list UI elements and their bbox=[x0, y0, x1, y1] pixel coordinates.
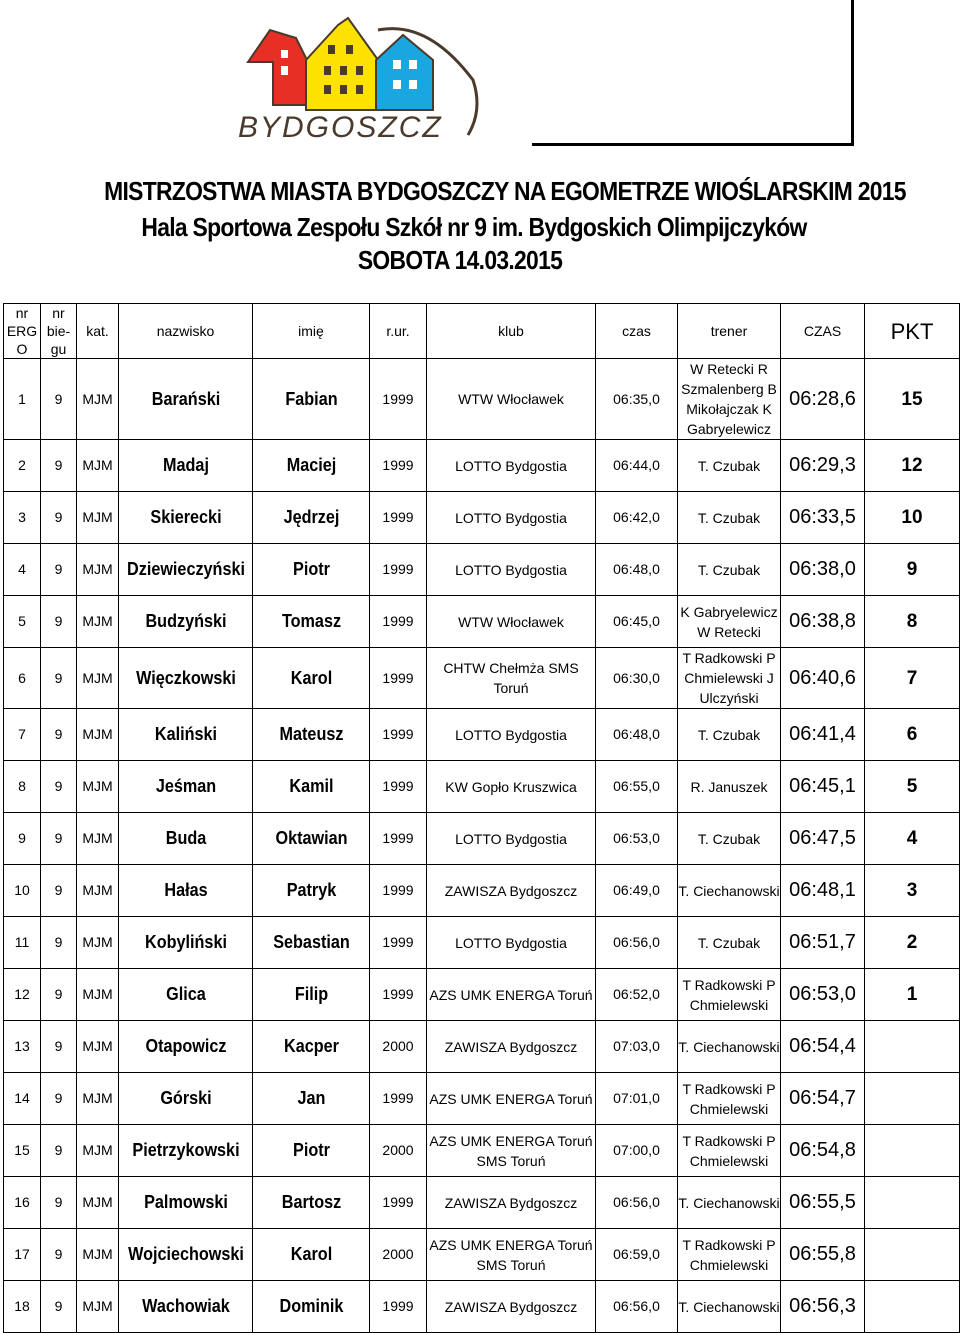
cell-result: 06:47,5 bbox=[781, 813, 865, 865]
cell-nr-ergo: 15 bbox=[4, 1125, 41, 1177]
cell-nr-ergo: 10 bbox=[4, 865, 41, 917]
cell-club: LOTTO Bydgostia bbox=[427, 813, 596, 865]
cell-surname: Wachowiak bbox=[125, 1281, 246, 1333]
table-row bbox=[4, 1177, 960, 1229]
cell-result: 06:29,3 bbox=[781, 440, 865, 492]
table-row bbox=[4, 1073, 960, 1125]
cell-coach: T Radkowski P Chmielewski J Ulczyński bbox=[678, 648, 781, 709]
cell-nr-biegu: 9 bbox=[41, 359, 77, 440]
table-row bbox=[4, 917, 960, 969]
cell-year: 1999 bbox=[370, 492, 427, 544]
table-row bbox=[4, 709, 960, 761]
cell-result: 06:55,5 bbox=[781, 1177, 865, 1229]
cell-time: 06:48,0 bbox=[596, 544, 678, 596]
cell-kat: MJM bbox=[77, 359, 119, 440]
cell-club: AZS UMK ENERGA Toruń SMS Toruń bbox=[427, 1229, 596, 1281]
cell-time: 07:03,0 bbox=[596, 1021, 678, 1073]
cell-surname: Hałas bbox=[125, 865, 246, 917]
cell-surname: Górski bbox=[125, 1073, 246, 1125]
cell-time: 06:52,0 bbox=[596, 969, 678, 1021]
cell-coach: T Radkowski P Chmielewski bbox=[678, 1125, 781, 1177]
cell-time: 06:56,0 bbox=[596, 1177, 678, 1229]
cell-nr-biegu: 9 bbox=[41, 1281, 77, 1333]
cell-pkt: 10 bbox=[865, 492, 960, 544]
cell-coach: T. Ciechanowski bbox=[678, 865, 781, 917]
cell-name: Dominik bbox=[258, 1281, 363, 1333]
cell-club: AZS UMK ENERGA Toruń SMS Toruń bbox=[427, 1125, 596, 1177]
cell-result: 06:56,3 bbox=[781, 1281, 865, 1333]
cell-name: Jan bbox=[258, 1073, 363, 1125]
cell-year: 1999 bbox=[370, 761, 427, 813]
cell-result: 06:38,0 bbox=[781, 544, 865, 596]
cell-nr-biegu: 9 bbox=[41, 596, 77, 648]
cell-club: WTW Włocławek bbox=[427, 596, 596, 648]
cell-year: 1999 bbox=[370, 813, 427, 865]
cell-nr-ergo: 1 bbox=[4, 359, 41, 440]
cell-pkt bbox=[865, 1125, 960, 1177]
cell-surname: Budzyński bbox=[125, 596, 246, 648]
cell-pkt: 8 bbox=[865, 596, 960, 648]
cell-nr-biegu: 9 bbox=[41, 1177, 77, 1229]
cell-result: 06:54,4 bbox=[781, 1021, 865, 1073]
cell-pkt: 4 bbox=[865, 813, 960, 865]
cell-pkt: 12 bbox=[865, 440, 960, 492]
cell-kat: MJM bbox=[77, 813, 119, 865]
cell-club: AZS UMK ENERGA Toruń bbox=[427, 1073, 596, 1125]
cell-nr-ergo: 13 bbox=[4, 1021, 41, 1073]
cell-coach: K Gabryelewicz W Retecki bbox=[678, 596, 781, 648]
cell-result: 06:45,1 bbox=[781, 761, 865, 813]
cell-year: 1999 bbox=[370, 1177, 427, 1229]
cell-kat: MJM bbox=[77, 544, 119, 596]
cell-result: 06:41,4 bbox=[781, 709, 865, 761]
table-row bbox=[4, 1021, 960, 1073]
cell-kat: MJM bbox=[77, 865, 119, 917]
cell-kat: MJM bbox=[77, 761, 119, 813]
cell-name: Jędrzej bbox=[258, 492, 363, 544]
cell-club: LOTTO Bydgostia bbox=[427, 440, 596, 492]
header-nr-ergo: nr ERG O bbox=[4, 304, 41, 359]
cell-pkt: 9 bbox=[865, 544, 960, 596]
bydgoszcz-logo bbox=[228, 10, 498, 145]
cell-coach: T Radkowski P Chmielewski bbox=[678, 1229, 781, 1281]
cell-year: 1999 bbox=[370, 1073, 427, 1125]
cell-time: 06:48,0 bbox=[596, 709, 678, 761]
cell-nr-ergo: 6 bbox=[4, 648, 41, 709]
cell-club: KW Gopło Kruszwica bbox=[427, 761, 596, 813]
table-row bbox=[4, 492, 960, 544]
cell-year: 2000 bbox=[370, 1125, 427, 1177]
cell-name: Maciej bbox=[258, 440, 363, 492]
header-nr-biegu: nr bie- gu bbox=[41, 304, 77, 359]
cell-pkt: 5 bbox=[865, 761, 960, 813]
cell-kat: MJM bbox=[77, 492, 119, 544]
header-czas-final: CZAS bbox=[781, 304, 865, 359]
cell-club: ZAWISZA Bydgoszcz bbox=[427, 1021, 596, 1073]
cell-time: 06:53,0 bbox=[596, 813, 678, 865]
cell-result: 06:38,8 bbox=[781, 596, 865, 648]
venue-title: Hala Sportowa Zespołu Szkół nr 9 im. Bydgoskich Olimpijczyków bbox=[141, 212, 807, 242]
table-row bbox=[4, 648, 960, 709]
cell-name: Sebastian bbox=[258, 917, 363, 969]
cell-nr-ergo: 18 bbox=[4, 1281, 41, 1333]
cell-club: LOTTO Bydgostia bbox=[427, 917, 596, 969]
header-nazwisko: nazwisko bbox=[119, 304, 253, 359]
cell-coach: T. Ciechanowski bbox=[678, 1021, 781, 1073]
cell-surname: Madaj bbox=[125, 440, 246, 492]
cell-coach: T. Czubak bbox=[678, 709, 781, 761]
cell-nr-ergo: 8 bbox=[4, 761, 41, 813]
cell-year: 1999 bbox=[370, 969, 427, 1021]
cell-coach: T Radkowski P Chmielewski bbox=[678, 969, 781, 1021]
cell-pkt: 7 bbox=[865, 648, 960, 709]
results-table bbox=[3, 303, 960, 1333]
cell-name: Patryk bbox=[258, 865, 363, 917]
cell-coach: T. Czubak bbox=[678, 813, 781, 865]
cell-name: Fabian bbox=[258, 359, 363, 440]
cell-nr-biegu: 9 bbox=[41, 1021, 77, 1073]
cell-nr-biegu: 9 bbox=[41, 917, 77, 969]
corner-frame bbox=[532, 0, 854, 146]
table-row bbox=[4, 761, 960, 813]
cell-pkt bbox=[865, 1281, 960, 1333]
cell-result: 06:28,6 bbox=[781, 359, 865, 440]
header-kat: kat. bbox=[77, 304, 119, 359]
cell-club: WTW Włocławek bbox=[427, 359, 596, 440]
header-rur: r.ur. bbox=[370, 304, 427, 359]
header-imie: imię bbox=[253, 304, 370, 359]
table-row bbox=[4, 865, 960, 917]
table-row bbox=[4, 1281, 960, 1333]
cell-pkt: 6 bbox=[865, 709, 960, 761]
cell-kat: MJM bbox=[77, 1281, 119, 1333]
cell-nr-biegu: 9 bbox=[41, 813, 77, 865]
cell-nr-biegu: 9 bbox=[41, 648, 77, 709]
cell-pkt bbox=[865, 1229, 960, 1281]
cell-time: 06:59,0 bbox=[596, 1229, 678, 1281]
cell-nr-ergo: 11 bbox=[4, 917, 41, 969]
cell-pkt bbox=[865, 1021, 960, 1073]
table-row bbox=[4, 969, 960, 1021]
cell-name: Piotr bbox=[258, 1125, 363, 1177]
table-row bbox=[4, 596, 960, 648]
cell-nr-biegu: 9 bbox=[41, 544, 77, 596]
cell-coach: W Retecki R Szmalenberg B Mikołajczak K Gabryelewicz bbox=[678, 359, 781, 440]
table-row bbox=[4, 359, 960, 440]
cell-name: Kamil bbox=[258, 761, 363, 813]
cell-surname: Buda bbox=[125, 813, 246, 865]
table-row bbox=[4, 1125, 960, 1177]
cell-coach: T. Czubak bbox=[678, 492, 781, 544]
cell-year: 1999 bbox=[370, 917, 427, 969]
date-title: SOBOTA 14.03.2015 bbox=[357, 245, 563, 275]
cell-result: 06:40,6 bbox=[781, 648, 865, 709]
cell-club: ZAWISZA Bydgoszcz bbox=[427, 1281, 596, 1333]
cell-kat: MJM bbox=[77, 709, 119, 761]
cell-name: Karol bbox=[258, 1229, 363, 1281]
cell-name: Karol bbox=[258, 648, 363, 709]
page-title: MISTRZOSTWA MIASTA BYDGOSZCZY NA EGOMETRZE WIOŚLARSKIM 2015 bbox=[104, 176, 906, 206]
cell-nr-ergo: 9 bbox=[4, 813, 41, 865]
cell-nr-biegu: 9 bbox=[41, 492, 77, 544]
cell-name: Piotr bbox=[258, 544, 363, 596]
cell-nr-ergo: 7 bbox=[4, 709, 41, 761]
cell-nr-ergo: 16 bbox=[4, 1177, 41, 1229]
header-klub: klub bbox=[427, 304, 596, 359]
cell-pkt: 2 bbox=[865, 917, 960, 969]
cell-nr-ergo: 4 bbox=[4, 544, 41, 596]
cell-name: Tomasz bbox=[258, 596, 363, 648]
table-header bbox=[4, 304, 960, 359]
table-row bbox=[4, 440, 960, 492]
cell-result: 06:48,1 bbox=[781, 865, 865, 917]
cell-year: 1999 bbox=[370, 359, 427, 440]
cell-kat: MJM bbox=[77, 917, 119, 969]
cell-name: Mateusz bbox=[258, 709, 363, 761]
cell-nr-ergo: 12 bbox=[4, 969, 41, 1021]
cell-pkt bbox=[865, 1073, 960, 1125]
cell-kat: MJM bbox=[77, 648, 119, 709]
cell-nr-ergo: 14 bbox=[4, 1073, 41, 1125]
cell-pkt: 3 bbox=[865, 865, 960, 917]
logo-text: BYDGOSZCZ bbox=[238, 111, 443, 144]
header-czas: czas bbox=[596, 304, 678, 359]
cell-year: 1999 bbox=[370, 544, 427, 596]
cell-result: 06:54,7 bbox=[781, 1073, 865, 1125]
cell-pkt: 15 bbox=[865, 359, 960, 440]
cell-coach: T. Czubak bbox=[678, 440, 781, 492]
cell-surname: Jeśman bbox=[125, 761, 246, 813]
header-pkt: PKT bbox=[865, 304, 960, 359]
cell-result: 06:53,0 bbox=[781, 969, 865, 1021]
table-row bbox=[4, 544, 960, 596]
cell-kat: MJM bbox=[77, 1073, 119, 1125]
cell-result: 06:54,8 bbox=[781, 1125, 865, 1177]
cell-time: 06:30,0 bbox=[596, 648, 678, 709]
cell-result: 06:51,7 bbox=[781, 917, 865, 969]
cell-year: 2000 bbox=[370, 1229, 427, 1281]
cell-year: 1999 bbox=[370, 596, 427, 648]
cell-kat: MJM bbox=[77, 440, 119, 492]
cell-result: 06:33,5 bbox=[781, 492, 865, 544]
cell-year: 1999 bbox=[370, 1281, 427, 1333]
cell-kat: MJM bbox=[77, 596, 119, 648]
cell-time: 06:35,0 bbox=[596, 359, 678, 440]
cell-nr-ergo: 17 bbox=[4, 1229, 41, 1281]
cell-club: AZS UMK ENERGA Toruń bbox=[427, 969, 596, 1021]
cell-time: 06:56,0 bbox=[596, 917, 678, 969]
cell-surname: Wojciechowski bbox=[125, 1229, 246, 1281]
cell-time: 06:45,0 bbox=[596, 596, 678, 648]
cell-club: CHTW Chełmża SMS Toruń bbox=[427, 648, 596, 709]
cell-nr-ergo: 3 bbox=[4, 492, 41, 544]
cell-time: 06:42,0 bbox=[596, 492, 678, 544]
cell-surname: Pietrzykowski bbox=[125, 1125, 246, 1177]
cell-surname: Barański bbox=[125, 359, 246, 440]
cell-club: ZAWISZA Bydgoszcz bbox=[427, 865, 596, 917]
cell-club: LOTTO Bydgostia bbox=[427, 544, 596, 596]
cell-name: Oktawian bbox=[258, 813, 363, 865]
cell-nr-biegu: 9 bbox=[41, 709, 77, 761]
cell-name: Filip bbox=[258, 969, 363, 1021]
cell-nr-biegu: 9 bbox=[41, 969, 77, 1021]
cell-kat: MJM bbox=[77, 1177, 119, 1229]
cell-result: 06:55,8 bbox=[781, 1229, 865, 1281]
cell-time: 07:00,0 bbox=[596, 1125, 678, 1177]
cell-coach: T Radkowski P Chmielewski bbox=[678, 1073, 781, 1125]
cell-surname: Skierecki bbox=[125, 492, 246, 544]
cell-year: 2000 bbox=[370, 1021, 427, 1073]
cell-year: 1999 bbox=[370, 648, 427, 709]
cell-pkt: 1 bbox=[865, 969, 960, 1021]
header-trener: trener bbox=[678, 304, 781, 359]
cell-coach: T. Czubak bbox=[678, 544, 781, 596]
cell-time: 07:01,0 bbox=[596, 1073, 678, 1125]
cell-year: 1999 bbox=[370, 440, 427, 492]
cell-time: 06:55,0 bbox=[596, 761, 678, 813]
cell-nr-biegu: 9 bbox=[41, 440, 77, 492]
cell-kat: MJM bbox=[77, 1229, 119, 1281]
cell-year: 1999 bbox=[370, 865, 427, 917]
cell-name: Bartosz bbox=[258, 1177, 363, 1229]
cell-nr-ergo: 5 bbox=[4, 596, 41, 648]
cell-nr-biegu: 9 bbox=[41, 1125, 77, 1177]
cell-surname: Otapowicz bbox=[125, 1021, 246, 1073]
cell-nr-biegu: 9 bbox=[41, 1073, 77, 1125]
cell-time: 06:49,0 bbox=[596, 865, 678, 917]
cell-kat: MJM bbox=[77, 1021, 119, 1073]
cell-coach: R. Januszek bbox=[678, 761, 781, 813]
cell-club: LOTTO Bydgostia bbox=[427, 709, 596, 761]
cell-coach: T. Czubak bbox=[678, 917, 781, 969]
table-row bbox=[4, 1229, 960, 1281]
cell-surname: Glica bbox=[125, 969, 246, 1021]
cell-name: Kacper bbox=[258, 1021, 363, 1073]
cell-pkt bbox=[865, 1177, 960, 1229]
cell-surname: Więczkowski bbox=[125, 648, 246, 709]
cell-surname: Kaliński bbox=[125, 709, 246, 761]
cell-time: 06:56,0 bbox=[596, 1281, 678, 1333]
cell-coach: T. Ciechanowski bbox=[678, 1177, 781, 1229]
cell-surname: Palmowski bbox=[125, 1177, 246, 1229]
cell-kat: MJM bbox=[77, 1125, 119, 1177]
cell-surname: Kobyliński bbox=[125, 917, 246, 969]
cell-year: 1999 bbox=[370, 709, 427, 761]
cell-kat: MJM bbox=[77, 969, 119, 1021]
cell-club: LOTTO Bydgostia bbox=[427, 492, 596, 544]
cell-time: 06:44,0 bbox=[596, 440, 678, 492]
cell-nr-biegu: 9 bbox=[41, 865, 77, 917]
cell-club: ZAWISZA Bydgoszcz bbox=[427, 1177, 596, 1229]
cell-coach: T. Ciechanowski bbox=[678, 1281, 781, 1333]
cell-nr-biegu: 9 bbox=[41, 1229, 77, 1281]
table-row bbox=[4, 813, 960, 865]
cell-nr-biegu: 9 bbox=[41, 761, 77, 813]
cell-surname: Dziewieczyński bbox=[125, 544, 246, 596]
cell-nr-ergo: 2 bbox=[4, 440, 41, 492]
